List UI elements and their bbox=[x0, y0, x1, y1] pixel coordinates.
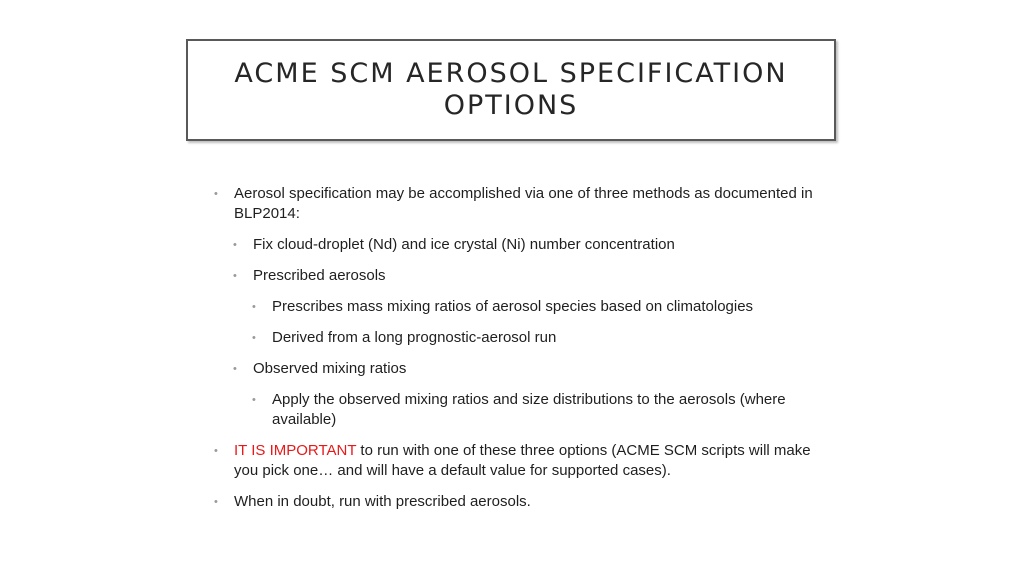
bullet-dot-icon: • bbox=[233, 363, 237, 375]
bullet-item bbox=[212, 184, 822, 224]
bullet-dot-icon: • bbox=[214, 496, 218, 508]
bullet-text: Prescribed aerosols bbox=[253, 267, 386, 284]
bullet-item bbox=[212, 266, 822, 286]
bullet-item bbox=[212, 235, 822, 255]
bullet-item bbox=[212, 328, 822, 348]
bullet-item bbox=[212, 297, 822, 317]
bullet-list bbox=[212, 184, 822, 523]
bullet-text: When in doubt, run with prescribed aerosols. bbox=[234, 493, 531, 510]
bullet-dot-icon: • bbox=[252, 301, 256, 313]
bullet-text: Aerosol specification may be accomplished via one of three methods as documented in BLP2014: bbox=[234, 185, 813, 222]
bullet-item bbox=[212, 359, 822, 379]
bullet-text: Fix cloud-droplet (Nd) and ice crystal (Ni) number concentration bbox=[253, 236, 675, 253]
bullet-item bbox=[212, 492, 822, 512]
bullet-dot-icon: • bbox=[214, 188, 218, 200]
title-box bbox=[186, 39, 836, 141]
slide-title: ACME SCM AEROSOL SPECIFICATION OPTIONS bbox=[234, 58, 788, 121]
bullet-text: Observed mixing ratios bbox=[253, 360, 407, 377]
bullet-text: Derived from a long prognostic-aerosol run bbox=[272, 329, 557, 346]
bullet-item bbox=[212, 441, 822, 481]
bullet-dot-icon: • bbox=[233, 270, 237, 282]
bullet-text: to run with one of these three options (ACME SCM scripts will make you pick one… and will have a default value for supported cases). bbox=[234, 442, 811, 479]
bullet-text: Prescribes mass mixing ratios of aerosol species based on climatologies bbox=[272, 298, 754, 315]
bullet-dot-icon: • bbox=[233, 239, 237, 251]
bullet-item bbox=[212, 390, 822, 430]
bullet-dot-icon: • bbox=[214, 445, 218, 457]
bullet-text: Apply the observed mixing ratios and size distributions to the aerosols (where available) bbox=[272, 391, 786, 428]
important-highlight: IT IS IMPORTANT bbox=[234, 442, 357, 459]
bullet-dot-icon: • bbox=[252, 332, 256, 344]
bullet-dot-icon: • bbox=[252, 394, 256, 406]
